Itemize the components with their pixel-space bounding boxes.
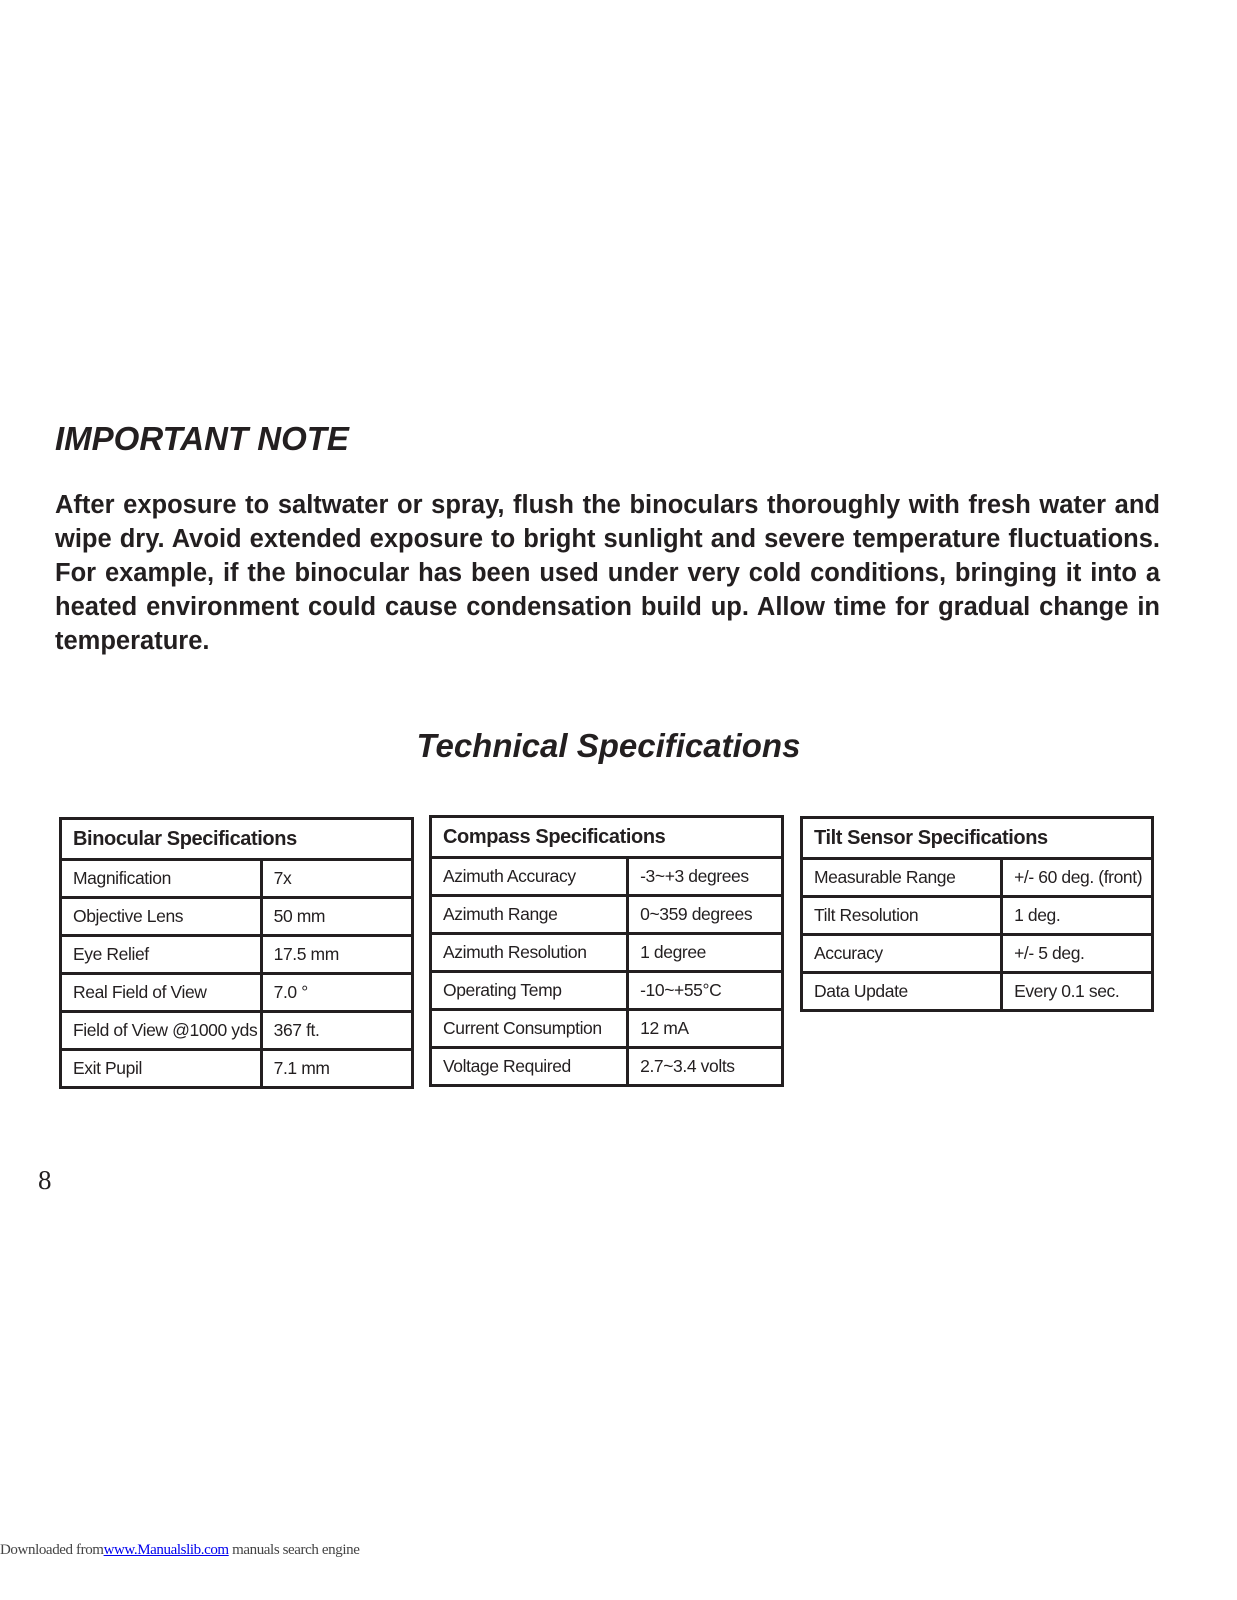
table-row bbox=[802, 935, 1153, 973]
spec-label: Current Consumption bbox=[431, 1010, 628, 1048]
spec-label: Exit Pupil bbox=[61, 1050, 262, 1088]
footer bbox=[0, 1542, 359, 1559]
table-header: Compass Specifications bbox=[431, 817, 783, 858]
footer-prefix: Downloaded from bbox=[0, 1542, 104, 1558]
important-note-title: IMPORTANT NOTE bbox=[55, 420, 349, 457]
table-row bbox=[61, 936, 413, 974]
table-row bbox=[802, 973, 1153, 1011]
compass-specifications-table bbox=[429, 815, 784, 1087]
spec-value: 12 mA bbox=[628, 1010, 783, 1048]
spec-label: Real Field of View bbox=[61, 974, 262, 1012]
spec-label: Accuracy bbox=[802, 935, 1002, 973]
spec-value: +/- 60 deg. (front) bbox=[1002, 859, 1153, 897]
spec-label: Data Update bbox=[802, 973, 1002, 1011]
spec-value: +/- 5 deg. bbox=[1002, 935, 1153, 973]
technical-specifications-title: Technical Specifications bbox=[416, 727, 801, 764]
spec-label: Operating Temp bbox=[431, 972, 628, 1010]
spec-value: 7x bbox=[261, 860, 412, 898]
binocular-specifications-table bbox=[59, 817, 414, 1089]
table-row bbox=[61, 898, 413, 936]
table-row bbox=[431, 972, 783, 1010]
table-row bbox=[431, 896, 783, 934]
page-number: 8 bbox=[38, 1165, 52, 1195]
table-row bbox=[61, 1050, 413, 1088]
table-header: Tilt Sensor Specifications bbox=[802, 818, 1153, 859]
spec-value: Every 0.1 sec. bbox=[1002, 973, 1153, 1011]
table-row bbox=[61, 1012, 413, 1050]
table-row bbox=[802, 897, 1153, 935]
footer-suffix: manuals search engine bbox=[228, 1542, 360, 1558]
spec-value: 7.0 ° bbox=[261, 974, 412, 1012]
table-row bbox=[802, 859, 1153, 897]
spec-value: 0~359 degrees bbox=[628, 896, 783, 934]
tilt-sensor-specifications-table bbox=[800, 816, 1154, 1012]
spec-value: 1 deg. bbox=[1002, 897, 1153, 935]
table-row bbox=[61, 860, 413, 898]
spec-label: Measurable Range bbox=[802, 859, 1002, 897]
spec-label: Magnification bbox=[61, 860, 262, 898]
spec-value: -3~+3 degrees bbox=[628, 858, 783, 896]
spec-label: Azimuth Range bbox=[431, 896, 628, 934]
spec-label: Eye Relief bbox=[61, 936, 262, 974]
spec-value: 50 mm bbox=[261, 898, 412, 936]
spec-value: 7.1 mm bbox=[261, 1050, 412, 1088]
spec-value: 2.7~3.4 volts bbox=[628, 1048, 783, 1086]
spec-label: Field of View @1000 yds bbox=[61, 1012, 262, 1050]
spec-label: Azimuth Resolution bbox=[431, 934, 628, 972]
spec-label: Tilt Resolution bbox=[802, 897, 1002, 935]
table-row bbox=[431, 1010, 783, 1048]
spec-value: -10~+55°C bbox=[628, 972, 783, 1010]
spec-label: Voltage Required bbox=[431, 1048, 628, 1086]
spec-label: Azimuth Accuracy bbox=[431, 858, 628, 896]
spec-value: 1 degree bbox=[628, 934, 783, 972]
spec-value: 17.5 mm bbox=[261, 936, 412, 974]
table-row bbox=[431, 858, 783, 896]
table-header: Binocular Specifications bbox=[61, 819, 413, 860]
table-row bbox=[431, 934, 783, 972]
table-row bbox=[61, 974, 413, 1012]
manualslib-link[interactable]: www.Manualslib.com bbox=[103, 1542, 229, 1558]
table-row bbox=[431, 1048, 783, 1086]
spec-label: Objective Lens bbox=[61, 898, 262, 936]
important-note-body: After exposure to saltwater or spray, flush the binoculars thoroughly with fresh water and wipe dry. Avoid extended exposure to bright sunlight and severe temperature fluctuations. For example, if the binocular has been used under very cold conditions, bringing it into a heated environment could cause condensation build up. Allow time for gradual change in temperature. bbox=[55, 491, 1160, 655]
spec-value: 367 ft. bbox=[261, 1012, 412, 1050]
